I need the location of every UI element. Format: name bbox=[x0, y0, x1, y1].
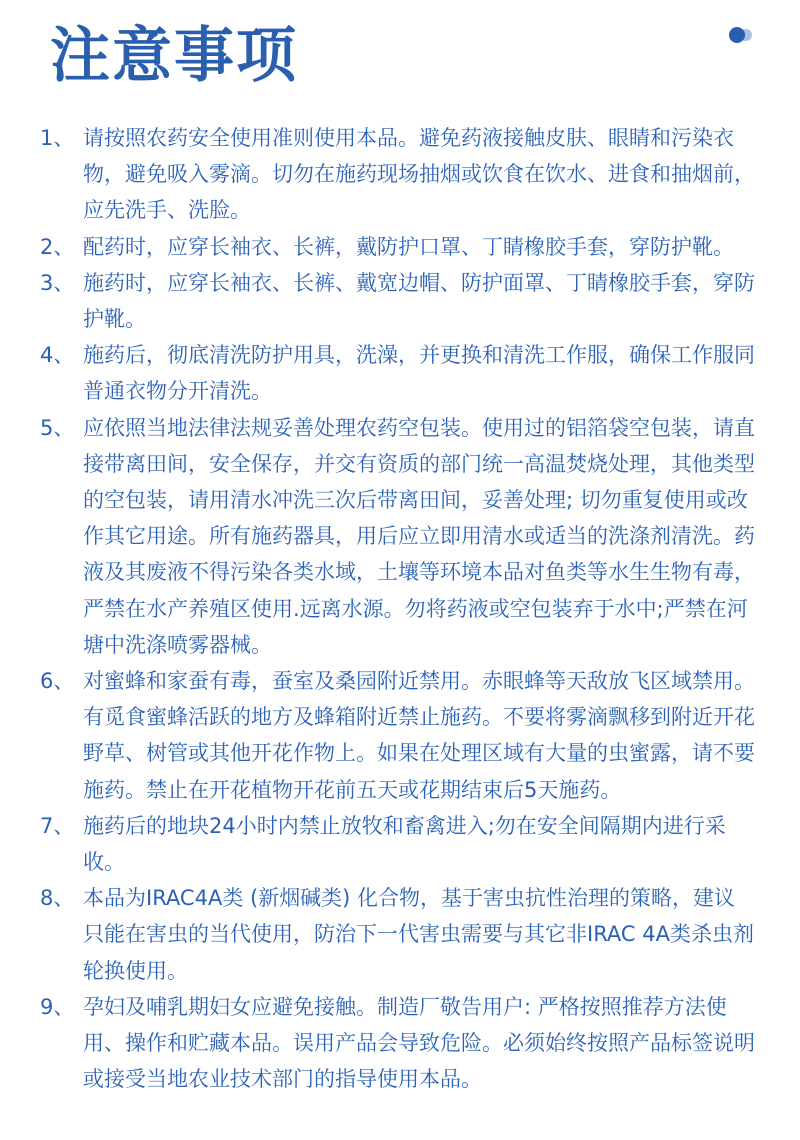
item-number: 7、 bbox=[40, 813, 75, 838]
list-item bbox=[40, 989, 755, 1098]
list-item bbox=[40, 120, 755, 229]
item-text: 孕妇及哺乳期妇女应避免接触。制造厂敬告用户: 严格按照推荐方法使用、操作和贮藏本品。误用产品会导致危险。必须始终按照产品标签说明或接受当地农业技术部门的指导使用本品。 bbox=[83, 994, 755, 1092]
item-number: 8、 bbox=[40, 886, 75, 911]
item-number: 2、 bbox=[40, 234, 75, 259]
decorative-dots-icon bbox=[729, 27, 757, 43]
item-text: 应依照当地法律法规妥善处理农药空包装。使用过的铝箔袋空包装，请直接带离田间，安全保存，并交有资质的部门统一高温焚烧处理，其他类型的空包装，请用清水冲洗三次后带离田间，妥善处理; 切勿重复使用或改作其它用途。所有施药器具，用后应立即用清水或适当的洗涤剂清洗。药液及其废液不得污染各类水域，土壤等环境本品对鱼类等水生生物有毒，严禁在水产养殖区使用.远离水源。勿将药液或空包装弃于水中;严禁在河塘中洗涤喷雾器械。 bbox=[83, 415, 755, 657]
precautions-list bbox=[40, 120, 755, 1097]
list-item bbox=[40, 410, 755, 663]
dot-main-icon bbox=[729, 27, 745, 43]
list-item bbox=[40, 808, 755, 880]
item-number: 6、 bbox=[40, 669, 75, 694]
item-text: 本品为IRAC4A类 (新烟碱类) 化合物，基于害虫抗性治理的策略，建议只能在害虫的当代使用，防治下一代害虫需要与其它非IRAC 4A类杀虫剂轮换使用。 bbox=[83, 886, 754, 983]
item-text: 配药时，应穿长袖衣、长裤，戴防护口罩、丁睛橡胶手套，穿防护靴。 bbox=[83, 234, 734, 259]
list-item bbox=[40, 880, 755, 989]
item-text: 施药时，应穿长袖衣、长裤、戴宽边帽、防护面罩、丁睛橡胶手套，穿防护靴。 bbox=[83, 270, 755, 332]
list-item bbox=[40, 337, 755, 409]
item-text: 施药后的地块24小时内禁止放牧和畜禽进入;勿在安全间隔期内进行采收。 bbox=[83, 813, 726, 875]
item-text: 请按照农药安全使用准则使用本品。避免药液接触皮肤、眼睛和污染衣物，避免吸入雾滴。切勿在施药现场抽烟或饮食在饮水、进食和抽烟前，应先洗手、洗脸。 bbox=[83, 126, 755, 223]
list-item bbox=[40, 663, 755, 808]
item-number: 4、 bbox=[40, 343, 75, 368]
item-text: 对蜜蜂和家蚕有毒，蚕室及桑园附近禁用。赤眼蜂等天敌放飞区域禁用。有觅食蜜蜂活跃的地方及蜂箱附近禁止施药。不要将雾滴飘移到附近开花野草、树管或其他开花作物上。如果在处理区域有大量的虫蜜露，请不要施药。禁止在开花植物开花前五天或花期结束后5天施药。 bbox=[83, 669, 755, 802]
item-number: 9、 bbox=[40, 994, 75, 1019]
list-item bbox=[40, 265, 755, 337]
item-text: 施药后，彻底清洗防护用具，洗澡，并更换和清洗工作服，确保工作服同普通衣物分开清洗。 bbox=[83, 343, 755, 404]
item-number: 1、 bbox=[40, 126, 75, 150]
item-number: 5、 bbox=[40, 415, 75, 440]
list-item bbox=[40, 229, 755, 265]
page-title: 注意事项 bbox=[50, 21, 298, 91]
item-number: 3、 bbox=[40, 270, 75, 295]
